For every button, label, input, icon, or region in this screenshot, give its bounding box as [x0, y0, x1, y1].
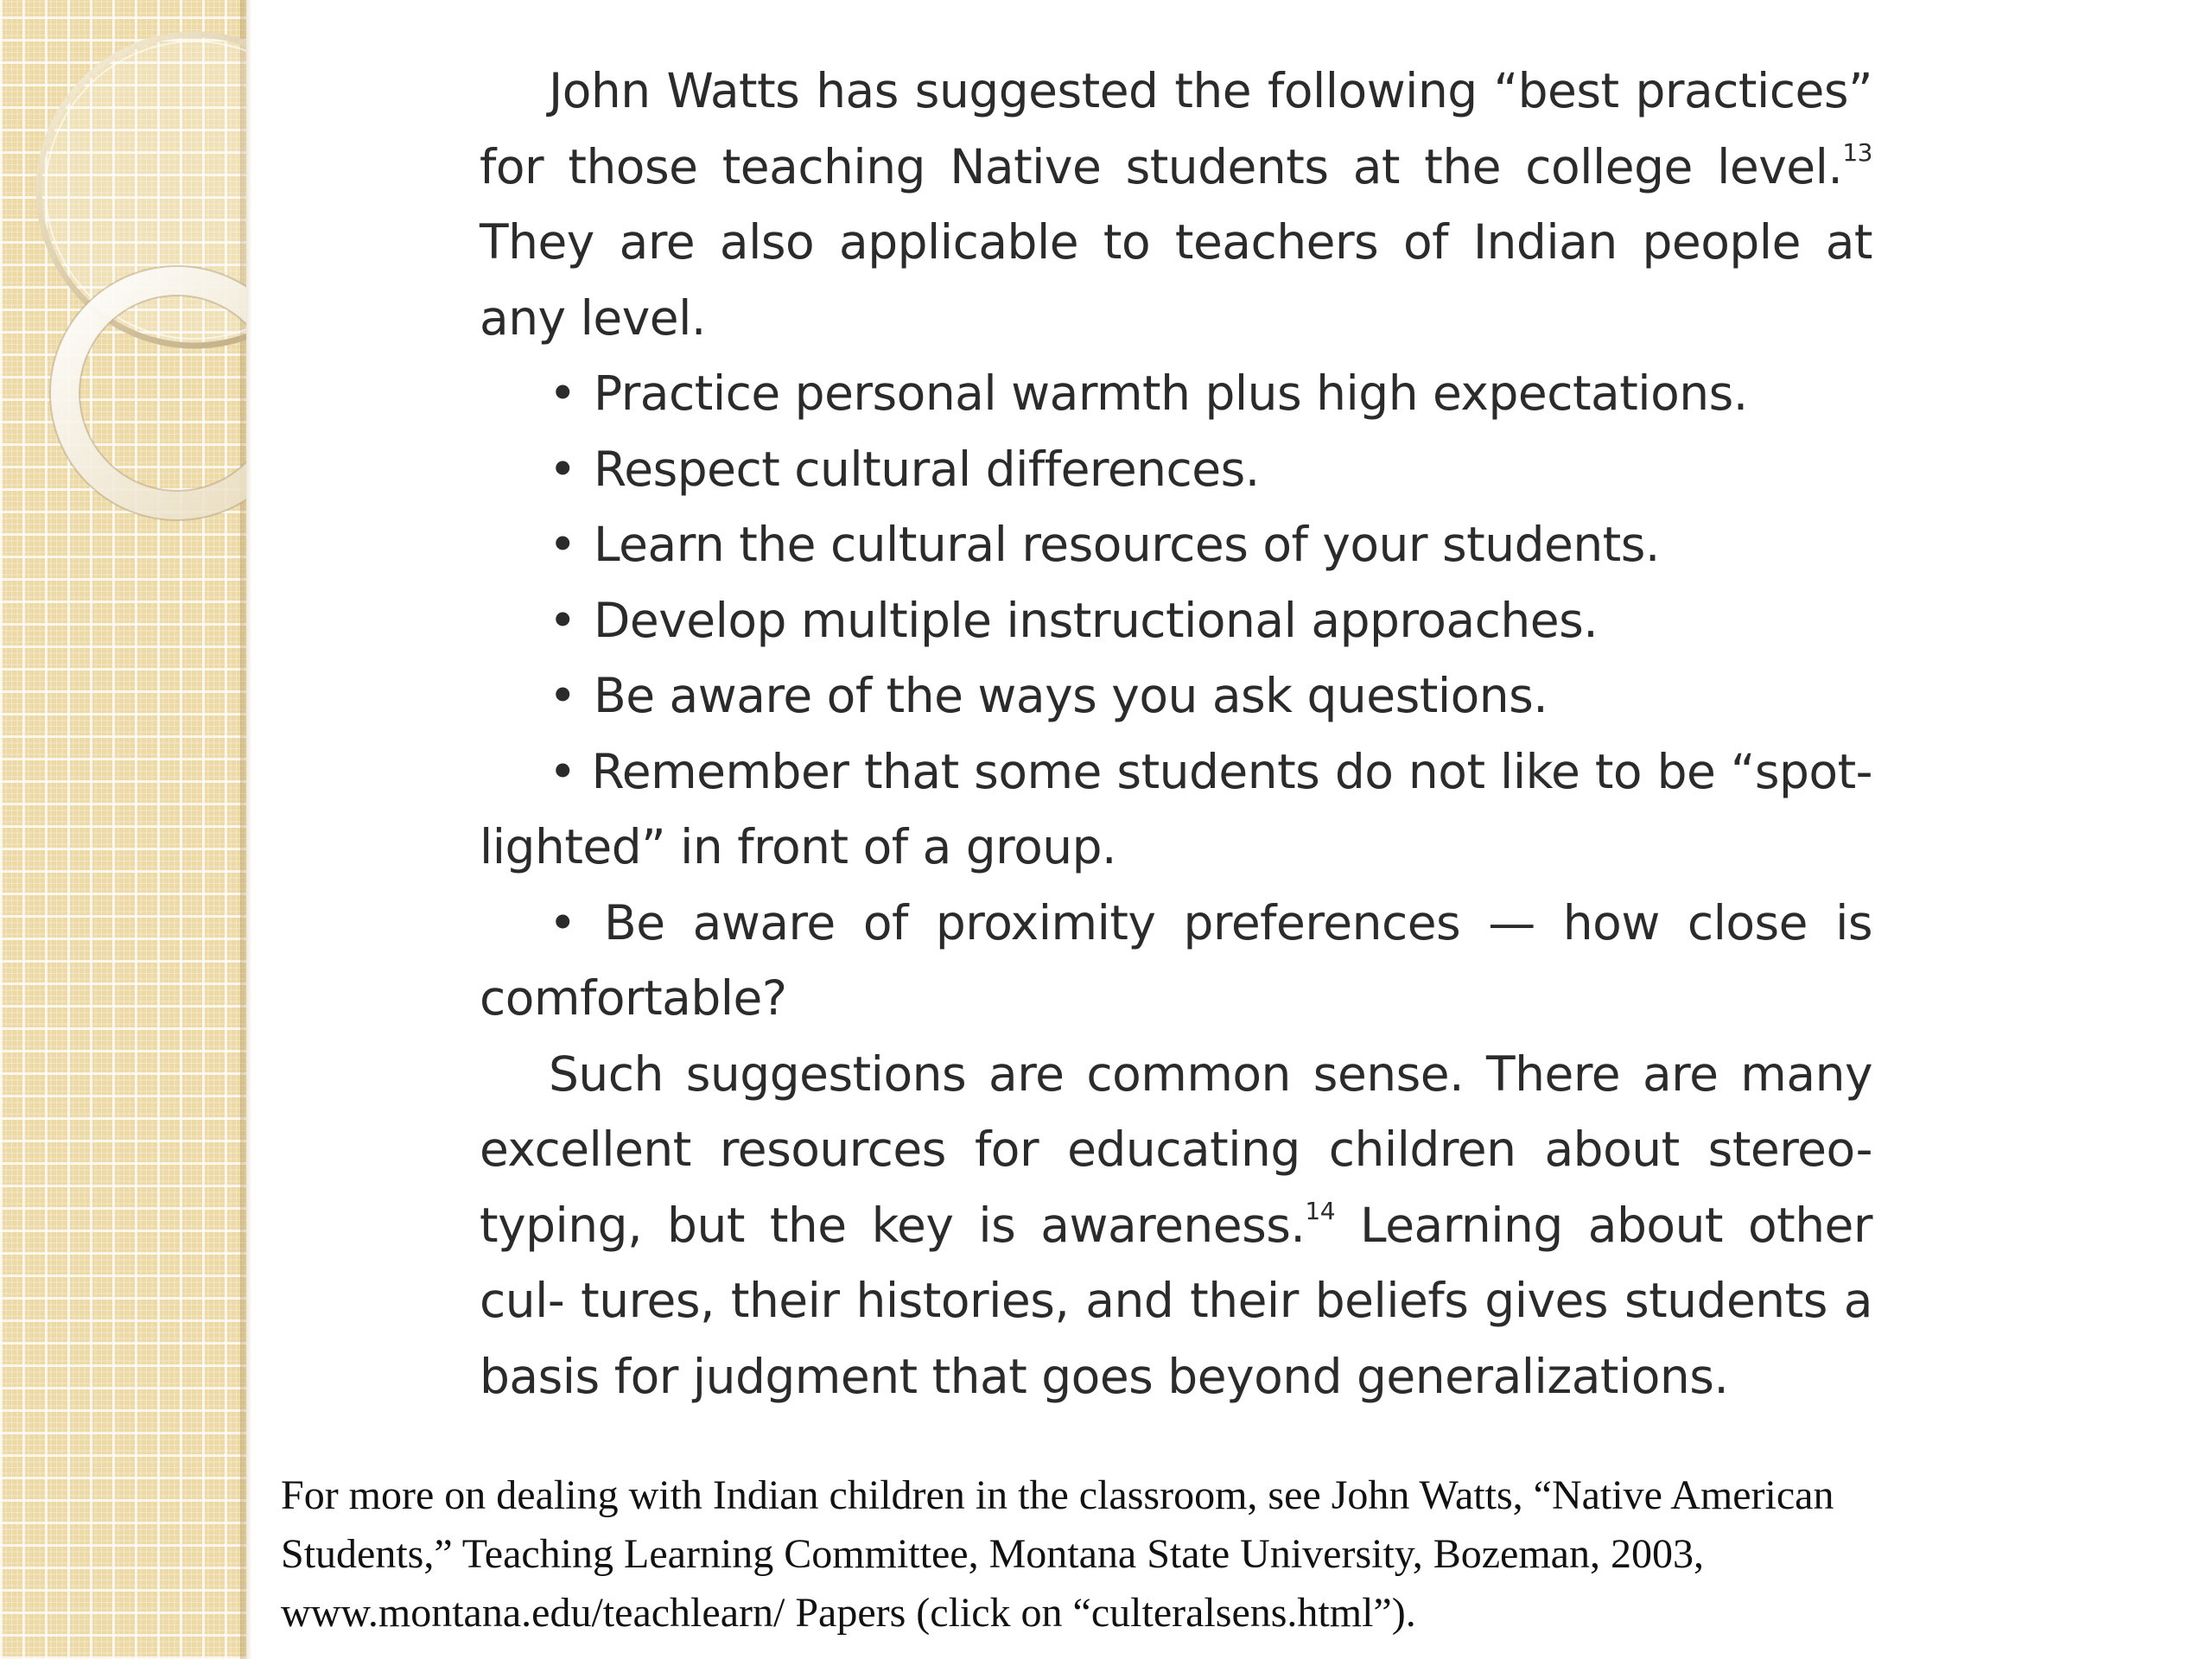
footnote-line-2: Students,” Teaching Learning Committee, Montana State University, Bozeman, 2003,: [281, 1531, 1704, 1577]
intro-paragraph: [480, 54, 1872, 356]
source-footnote: [281, 1466, 2173, 1643]
footnote-line-3: www.montana.edu/teachlearn/ Papers (click on “culteralsens.html”).: [281, 1590, 1416, 1636]
bullet-dot-icon: •: [549, 441, 576, 497]
bullet-text: Respect cultural differences.: [594, 441, 1260, 497]
bullet-text: Learn the cultural resources of your students.: [594, 517, 1660, 572]
footnote-reference-14: 14: [1305, 1196, 1336, 1225]
closing-paragraph: [480, 1037, 1872, 1415]
bullet-text: Develop multiple instructional approaches.: [594, 592, 1599, 648]
intro-line-3: They are also applicable to teachers of Indian people at: [480, 214, 1872, 270]
decorative-rings-icon: [0, 0, 246, 553]
bullet-dot-icon: •: [549, 894, 576, 950]
intro-line-4: any level.: [480, 289, 706, 346]
closing-line-3a: typing, but the key is awareness.: [480, 1197, 1306, 1253]
closing-line-5: for judgment that goes beyond generalizations.: [613, 1348, 1729, 1404]
intro-line-2: for those teaching Native students at the college level.: [480, 138, 1843, 194]
main-text-block: [480, 54, 1872, 1414]
bullet-item: [480, 432, 1872, 508]
intro-line-1: John Watts has suggested the following “best practices”: [549, 63, 1872, 118]
bullet-item: [480, 356, 1872, 432]
closing-line-1: Such suggestions are common sense. There are many: [549, 1046, 1872, 1102]
bullet-item: [480, 507, 1872, 583]
bullet-dot-icon: •: [549, 668, 576, 723]
footnote-reference-13: 13: [1842, 137, 1872, 167]
closing-line-3b: Learning about other cul-: [480, 1197, 1873, 1328]
footnote-line-1: For more on dealing with Indian children in the classroom, see John Watts, “Native American: [281, 1472, 1834, 1518]
bullet-dot-icon: •: [549, 365, 576, 421]
bullet-item: [480, 583, 1872, 659]
bullet-item: [480, 658, 1872, 734]
closing-line-2: excellent resources for educating children about stereo-: [480, 1122, 1872, 1177]
bullet-proximity-line-1: Be aware of proximity preferences — how close is: [604, 894, 1872, 950]
bullet-proximity-line-2: comfortable?: [480, 970, 787, 1026]
bullet-dot-icon: •: [549, 592, 576, 648]
bullet-dot-icon: •: [549, 743, 576, 799]
closing-line-4: tures, their histories, and their beliefs gives students a basis: [480, 1273, 1872, 1404]
bullet-text: Be aware of the ways you ask questions.: [594, 668, 1548, 723]
bullet-text: Practice personal warmth plus high expectations.: [594, 365, 1748, 421]
bullet-item-proximity: [480, 886, 1872, 1037]
bullet-spotlight-line-1: Remember that some students do not like to be “spot-: [591, 743, 1872, 799]
bullet-item-spotlight: [480, 734, 1872, 886]
bullet-spotlight-line-2: lighted” in front of a group.: [480, 819, 1116, 874]
bullet-dot-icon: •: [549, 517, 576, 572]
